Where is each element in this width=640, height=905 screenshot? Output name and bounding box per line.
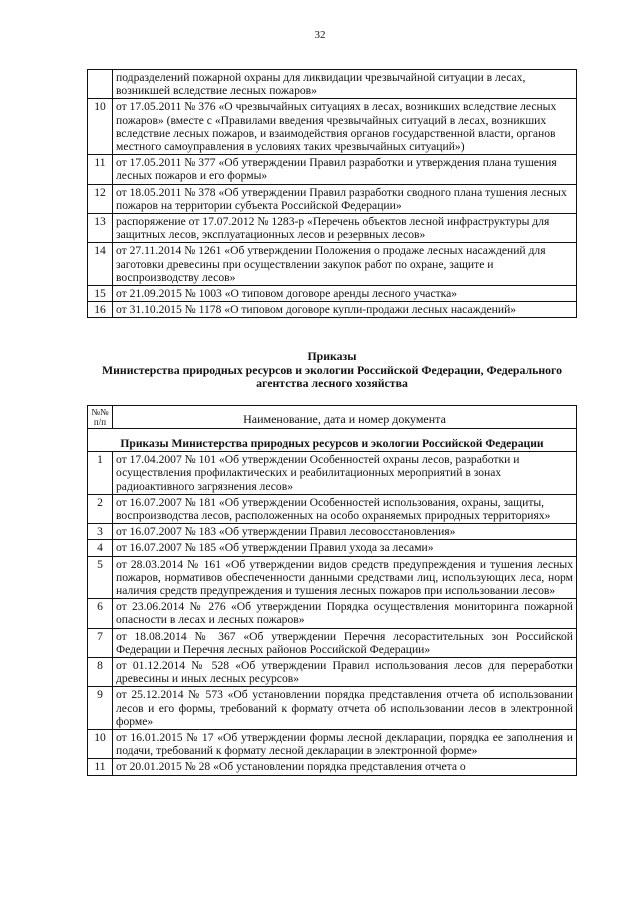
row-number: 1 [88,452,113,495]
heading-line-2: Министерства природных ресурсов и экологии Российской Федерации, Федерального [101,362,563,377]
table-row [88,730,577,759]
row-number: 11 [88,155,113,184]
row-document-title: от 28.03.2014 № 161 «Об утверждении видов средств предупреждения и тушения лесных пожаров, нормативов обеспеченности данными средствами лиц, использующих леса, норм наличия средств предупреждения и тушения лесных пожаров при использовании лесов» [113,556,577,599]
row-number: 14 [88,243,113,286]
row-document-title: от 18.05.2011 № 378 «Об утверждении Правил разработки сводного плана тушения лесных пожаров на территории субъекта Российской Федерации» [113,184,577,213]
table-row [88,759,577,775]
row-number: 9 [88,687,113,730]
table-row [88,556,577,599]
row-document-title: от 31.10.2015 № 1178 «О типовом договоре купли-продажи лесных насаждений» [113,302,577,318]
row-document-title: от 25.12.2014 № 573 «Об установлении порядка представления отчета об использовании лесов и его формы, требований к формату отчета об использовании лесов в электронной форме» [113,687,577,730]
table-row [88,302,577,318]
row-number: 10 [88,730,113,759]
row-number: 3 [88,524,113,540]
table-row [88,155,577,184]
section-heading [87,350,577,391]
table-row [88,286,577,302]
header-title-column: Наименование, дата и номер документа [113,406,577,429]
row-number: 2 [88,494,113,523]
table-row [88,524,577,540]
row-document-title: от 20.01.2015 № 28 «Об установлении порядка представления отчета о [113,759,577,775]
heading-line-3: агентства лесного хозяйства [256,376,408,390]
row-document-title: подразделений пожарной охраны для ликвидации чрезвычайной ситуации в лесах, возникшей вследствие лесных пожаров» [113,70,577,99]
row-number: 6 [88,599,113,628]
row-number: 13 [88,214,113,243]
row-number: 10 [88,99,113,155]
row-document-title: от 16.07.2007 № 181 «Об утверждении Особенностей использования, охраны, защиты, воспроизводства лесов, расположенных на особо охраняемых природных территориях» [113,494,577,523]
row-number: 8 [88,658,113,687]
heading-line-1: Приказы [307,349,357,363]
table-row [88,599,577,628]
legislation-table-continued [87,69,577,318]
row-number: 16 [88,302,113,318]
row-document-title: от 16.07.2007 № 185 «Об утверждении Правил ухода за лесами» [113,540,577,556]
row-number: 15 [88,286,113,302]
row-document-title: от 17.05.2011 № 376 «О чрезвычайных ситуациях в лесах, возникших вследствие лесных пожаров» (вместе с «Правилами введения чрезвычайных ситуаций в лесах, возникших вследствие лесных пожаров, и взаимодействия органов государственной власти, органов местного самоуправления в условиях таких чрезвычайных ситуаций») [113,99,577,155]
row-document-title: от 16.01.2015 № 17 «Об утверждении формы лесной декларации, порядка ее заполнения и подачи, требований к формату лесной декларации в электронной форме» [113,730,577,759]
section-row [88,429,577,452]
header-number-column: №№ п/п [88,406,113,429]
table-row [88,99,577,155]
table-header-row [88,406,577,429]
orders-table [87,405,577,776]
row-number: 7 [88,628,113,657]
row-document-title: от 23.06.2014 № 276 «Об утверждении Порядка осуществления мониторинга пожарной опасности в лесах и лесных пожаров» [113,599,577,628]
row-number: 4 [88,540,113,556]
row-number: 5 [88,556,113,599]
page-number: 32 [314,29,326,41]
table-row [88,658,577,687]
row-document-title: от 21.09.2015 № 1003 «О типовом договоре аренды лесного участка» [113,286,577,302]
table-row [88,243,577,286]
row-document-title: распоряжение от 17.07.2012 № 1283-р «Перечень объектов лесной инфраструктуры для защитных лесов, эксплуатационных лесов и резервных лесов» [113,214,577,243]
table-row [88,687,577,730]
row-document-title: от 17.04.2007 № 101 «Об утверждении Особенностей охраны лесов, разработки и осуществления профилактических и реабилитационных мероприятий в зонах радиоактивного загрязнения лесов» [113,452,577,495]
table-row [88,628,577,657]
row-document-title: от 27.11.2014 № 1261 «Об утверждении Положения о продаже лесных насаждений для заготовки древесины при осуществлении закупок работ по охране, защите и воспроизводству лесов» [113,243,577,286]
row-number: 11 [88,759,113,775]
table-row [88,70,577,99]
row-number: 12 [88,184,113,213]
section-title: Приказы Министерства природных ресурсов и экологии Российской Федерации [88,429,577,452]
table-row [88,494,577,523]
row-number [88,70,113,99]
table-row [88,214,577,243]
table-row [88,540,577,556]
row-document-title: от 18.08.2014 № 367 «Об утверждении Перечня лесорастительных зон Российской Федерации и Перечня лесных районов Российской Федерации» [113,628,577,657]
row-document-title: от 16.07.2007 № 183 «Об утверждении Правил лесовосстановления» [113,524,577,540]
table-row [88,452,577,495]
table-row [88,184,577,213]
row-document-title: от 01.12.2014 № 528 «Об утверждении Правил использования лесов для переработки древесины и иных лесных ресурсов» [113,658,577,687]
row-document-title: от 17.05.2011 № 377 «Об утверждении Правил разработки и утверждения плана тушения лесных пожаров и его формы» [113,155,577,184]
